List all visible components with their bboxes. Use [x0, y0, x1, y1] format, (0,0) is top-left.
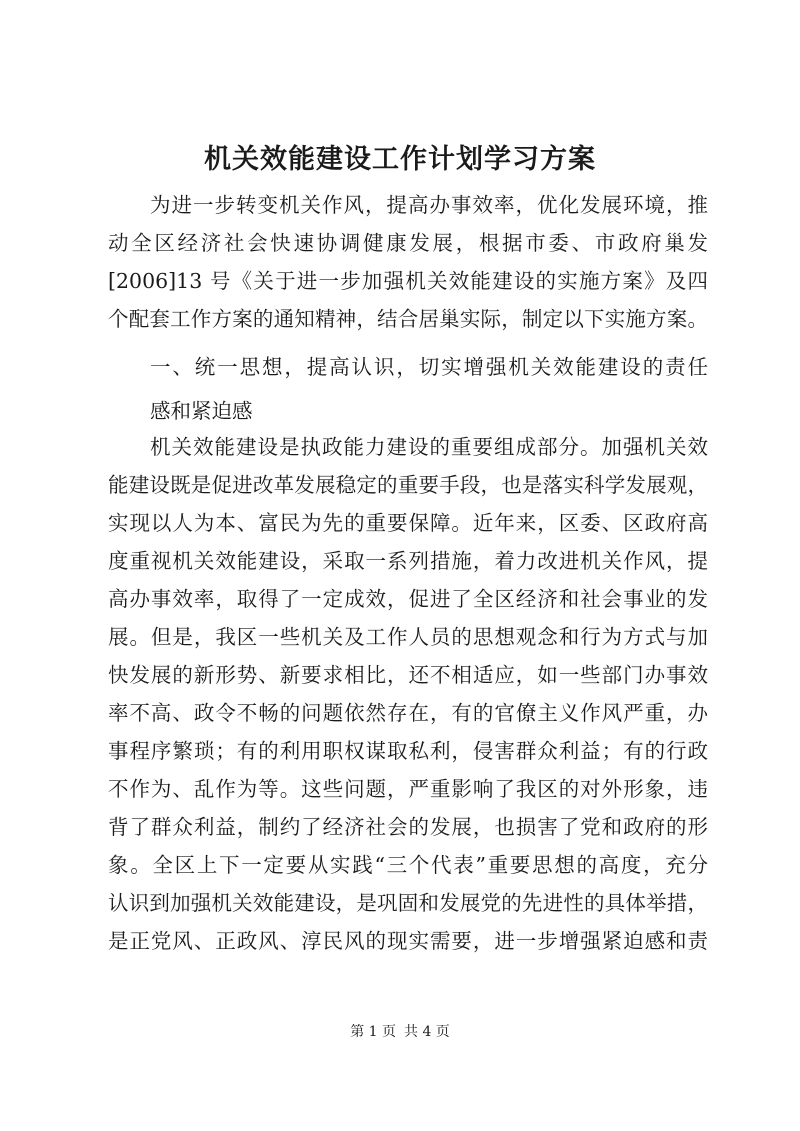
body-line: 实现以人为本、富民为先的重要保障。近年来，区委、区政府高	[108, 511, 708, 535]
body-line: 高办事效率，取得了一定成效，促进了全区经济和社会事业的发	[108, 587, 708, 611]
body-line: 率不高、政令不畅的问题依然存在，有的官僚主义作风严重，办	[108, 701, 708, 725]
body-line: 事程序繁琐；有的利用职权谋取私利，侵害群众利益；有的行政	[108, 739, 708, 763]
body-line: 机关效能建设是执政能力建设的重要组成部分。加强机关效	[150, 435, 708, 459]
page-total: 共 4 页	[404, 1024, 450, 1040]
body-line: 快发展的新形势、新要求相比，还不相适应，如一些部门办事效	[108, 663, 708, 687]
body-line: 是正党风、正政风、淳民风的现实需要，进一步增强紧迫感和责	[108, 929, 708, 953]
intro-line: 个配套工作方案的通知精神，结合居巢实际，制定以下实施方案。	[108, 307, 708, 331]
page-number: 第 1 页	[350, 1024, 396, 1040]
intro-line: [2006]13 号《关于进一步加强机关效能建设的实施方案》及四	[108, 269, 708, 293]
page-footer	[0, 1022, 800, 1042]
body-line: 度重视机关效能建设，采取一系列措施，着力改进机关作风，提	[108, 549, 708, 573]
body-line: 背了群众利益，制约了经济社会的发展，也损害了党和政府的形	[108, 815, 708, 839]
page-title: 机关效能建设工作计划学习方案	[204, 144, 596, 175]
body-line: 认识到加强机关效能建设，是巩固和发展党的先进性的具体举措，	[108, 891, 708, 915]
intro-line: 动全区经济社会快速协调健康发展，根据市委、市政府巢发	[108, 231, 708, 255]
body-line: 不作为、乱作为等。这些问题，严重影响了我区的对外形象，违	[108, 777, 708, 801]
body-line: 象。全区上下一定要从实践“三个代表”重要思想的高度，充分	[108, 853, 708, 877]
intro-line: 为进一步转变机关作风，提高办事效率，优化发展环境，推	[150, 193, 708, 217]
body-line: 展。但是，我区一些机关及工作人员的思想观念和行为方式与加	[108, 625, 708, 649]
section-heading: 一、统一思想，提高认识，切实增强机关效能建设的责任	[150, 355, 708, 379]
body-line: 能建设既是促进改革发展稳定的重要手段，也是落实科学发展观，	[108, 473, 708, 497]
section-heading: 感和紧迫感	[150, 399, 253, 423]
